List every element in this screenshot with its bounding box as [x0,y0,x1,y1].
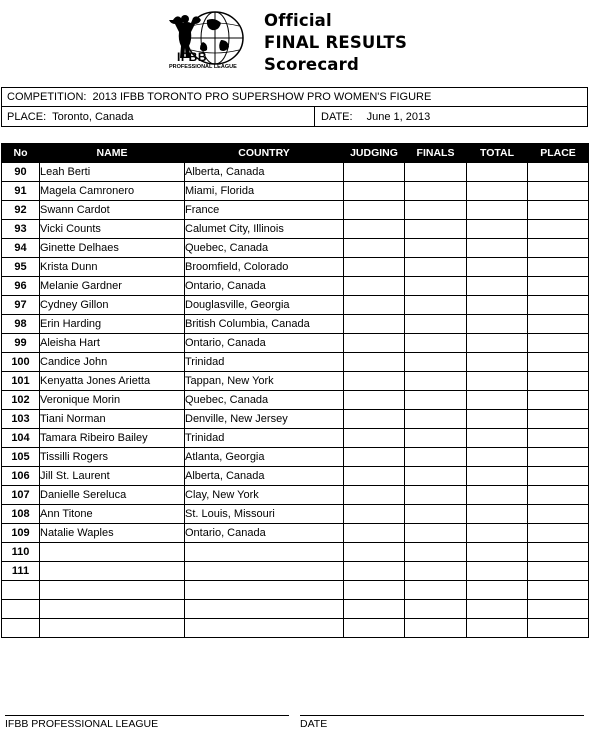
total-score [467,277,528,296]
athlete-name: Vicki Counts [40,220,185,239]
athlete-name: Leah Berti [40,163,185,182]
finals-score [405,334,467,353]
header-no: No [2,144,40,163]
place-label: PLACE: [7,110,47,123]
table-header-row [2,144,589,163]
entry-number [2,619,40,638]
entry-number [2,581,40,600]
athlete-name [40,619,185,638]
place-cell [528,353,589,372]
finals-score [405,486,467,505]
place-cell [528,486,589,505]
header-judging: JUDGING [344,144,405,163]
total-score [467,619,528,638]
athlete-name [40,581,185,600]
table-row [2,372,589,391]
total-score [467,524,528,543]
athlete-country: France [185,201,344,220]
finals-score [405,239,467,258]
athlete-country: Alberta, Canada [185,163,344,182]
total-score [467,581,528,600]
page-title [264,10,407,76]
finals-score [405,220,467,239]
place-cell [528,619,589,638]
finals-score [405,505,467,524]
finals-score [405,315,467,334]
competition-value: 2013 IFBB TORONTO PRO SUPERSHOW PRO WOMEN'S FIGURE [92,91,432,103]
athlete-name [40,543,185,562]
table-row [2,524,589,543]
place-cell [528,448,589,467]
place-cell [528,220,589,239]
table-row [2,258,589,277]
title-line-3: Scorecard [264,55,359,74]
results-body [2,163,589,638]
total-score [467,429,528,448]
judging-score [344,486,405,505]
athlete-name: Natalie Waples [40,524,185,543]
entry-number: 92 [2,201,40,220]
judging-score [344,220,405,239]
footer-right-label: DATE [300,718,328,730]
athlete-name: Aleisha Hart [40,334,185,353]
finals-score [405,410,467,429]
total-score [467,486,528,505]
finals-score [405,524,467,543]
competition-row [2,88,587,107]
finals-score [405,619,467,638]
judging-score [344,524,405,543]
total-score [467,600,528,619]
title-line-2: FINAL RESULTS [264,33,408,52]
judging-score [344,334,405,353]
place-cell [528,258,589,277]
total-score [467,163,528,182]
judging-score [344,315,405,334]
athlete-country: Denville, New Jersey [185,410,344,429]
athlete-name: Magela Camronero [40,182,185,201]
table-row [2,448,589,467]
finals-score [405,201,467,220]
finals-score [405,581,467,600]
entry-number: 102 [2,391,40,410]
athlete-country: Miami, Florida [185,182,344,201]
finals-score [405,448,467,467]
table-row [2,619,589,638]
total-score [467,372,528,391]
judging-score [344,163,405,182]
athlete-name: Veronique Morin [40,391,185,410]
total-score [467,201,528,220]
finals-score [405,429,467,448]
judging-score [344,600,405,619]
table-row [2,562,589,581]
athlete-country: Trinidad [185,353,344,372]
table-row [2,182,589,201]
judging-score [344,619,405,638]
table-row [2,505,589,524]
header-total: TOTAL [467,144,528,163]
athlete-name: Ginette Delhaes [40,239,185,258]
entry-number: 107 [2,486,40,505]
total-score [467,543,528,562]
entry-number: 91 [2,182,40,201]
total-score [467,391,528,410]
place-cell [528,581,589,600]
total-score [467,182,528,201]
athlete-country [185,619,344,638]
place-cell [528,410,589,429]
judging-score [344,372,405,391]
judging-score [344,410,405,429]
table-row [2,429,589,448]
athlete-country: Ontario, Canada [185,277,344,296]
table-row [2,581,589,600]
table-row [2,543,589,562]
athlete-country: Broomfield, Colorado [185,258,344,277]
place-cell [528,182,589,201]
athlete-name: Erin Harding [40,315,185,334]
entry-number: 111 [2,562,40,581]
judging-score [344,467,405,486]
table-row [2,296,589,315]
entry-number: 104 [2,429,40,448]
finals-score [405,562,467,581]
athlete-country: Calumet City, Illinois [185,220,344,239]
place-cell [528,600,589,619]
place-cell [528,543,589,562]
judging-score [344,239,405,258]
table-row [2,163,589,182]
entry-number [2,600,40,619]
judging-score [344,581,405,600]
entry-number: 93 [2,220,40,239]
finals-score [405,391,467,410]
header-country: COUNTRY [185,144,344,163]
athlete-country: Trinidad [185,429,344,448]
athlete-name [40,562,185,581]
entry-number: 95 [2,258,40,277]
finals-score [405,543,467,562]
table-row [2,410,589,429]
logo-subtext: PROFESSIONAL LEAGUE [169,64,237,70]
place-cell [528,296,589,315]
finals-score [405,182,467,201]
place-cell [528,334,589,353]
athlete-country [185,562,344,581]
competition-label: COMPETITION: [7,91,87,103]
total-score [467,315,528,334]
total-score [467,353,528,372]
place-value: Toronto, Canada [52,110,134,123]
athlete-name: Tiani Norman [40,410,185,429]
table-row [2,486,589,505]
entry-number: 90 [2,163,40,182]
table-row [2,353,589,372]
entry-number: 97 [2,296,40,315]
table-row [2,277,589,296]
athlete-name: Swann Cardot [40,201,185,220]
place-cell [528,163,589,182]
place-cell [528,429,589,448]
place-cell [528,467,589,486]
header-name: NAME [40,144,185,163]
total-score [467,258,528,277]
athlete-country: Douglasville, Georgia [185,296,344,315]
athlete-country: Quebec, Canada [185,391,344,410]
entry-number: 109 [2,524,40,543]
entry-number: 105 [2,448,40,467]
entry-number: 94 [2,239,40,258]
finals-score [405,163,467,182]
total-score [467,562,528,581]
finals-score [405,353,467,372]
place-cell [528,315,589,334]
total-score [467,239,528,258]
athlete-country: Clay, New York [185,486,344,505]
table-row [2,201,589,220]
signature-line-date [300,715,584,730]
table-row [2,315,589,334]
athlete-country: Ontario, Canada [185,524,344,543]
entry-number: 106 [2,467,40,486]
athlete-country [185,600,344,619]
total-score [467,505,528,524]
judging-score [344,429,405,448]
entry-number: 101 [2,372,40,391]
table-row [2,391,589,410]
finals-score [405,600,467,619]
table-row [2,220,589,239]
competition-info-box [1,87,588,127]
athlete-country: British Columbia, Canada [185,315,344,334]
athlete-country: Ontario, Canada [185,334,344,353]
total-score [467,220,528,239]
entry-number: 99 [2,334,40,353]
finals-score [405,372,467,391]
total-score [467,334,528,353]
table-row [2,239,589,258]
entry-number: 98 [2,315,40,334]
table-row [2,600,589,619]
finals-score [405,467,467,486]
total-score [467,448,528,467]
athlete-name [40,600,185,619]
entry-number: 96 [2,277,40,296]
athlete-name: Kenyatta Jones Arietta [40,372,185,391]
header-place: PLACE [528,144,589,163]
total-score [467,467,528,486]
place-cell [528,505,589,524]
athlete-country: Quebec, Canada [185,239,344,258]
judging-score [344,562,405,581]
judging-score [344,391,405,410]
signature-line-league [5,715,289,730]
athlete-country: St. Louis, Missouri [185,505,344,524]
place-cell [528,391,589,410]
finals-score [405,277,467,296]
judging-score [344,277,405,296]
table-row [2,467,589,486]
athlete-name: Candice John [40,353,185,372]
athlete-name: Jill St. Laurent [40,467,185,486]
results-table [1,143,589,638]
title-line-1: Official [264,11,332,30]
judging-score [344,296,405,315]
place-cell [528,562,589,581]
judging-score [344,258,405,277]
entry-number: 110 [2,543,40,562]
date-value: June 1, 2013 [366,110,431,123]
judging-score [344,448,405,467]
place-cell [528,277,589,296]
place-cell [528,524,589,543]
finals-score [405,296,467,315]
athlete-country [185,543,344,562]
header-finals: FINALS [405,144,467,163]
place-cell [528,372,589,391]
table-row [2,334,589,353]
logo-text: IFBB [177,50,207,64]
entry-number: 108 [2,505,40,524]
date-cell [315,107,587,126]
athlete-name: Krista Dunn [40,258,185,277]
judging-score [344,182,405,201]
athlete-country [185,581,344,600]
judging-score [344,543,405,562]
entry-number: 103 [2,410,40,429]
judging-score [344,201,405,220]
athlete-country: Alberta, Canada [185,467,344,486]
ifbb-logo [163,10,255,74]
athlete-country: Tappan, New York [185,372,344,391]
athlete-name: Tamara Ribeiro Bailey [40,429,185,448]
place-cell [528,239,589,258]
finals-score [405,258,467,277]
judging-score [344,505,405,524]
total-score [467,296,528,315]
footer-left-label: IFBB PROFESSIONAL LEAGUE [5,718,159,730]
athlete-name: Danielle Sereluca [40,486,185,505]
entry-number: 100 [2,353,40,372]
place-cell [2,107,315,126]
athlete-name: Tissilli Rogers [40,448,185,467]
athlete-country: Atlanta, Georgia [185,448,344,467]
judging-score [344,353,405,372]
athlete-name: Melanie Gardner [40,277,185,296]
date-label: DATE: [321,110,353,123]
athlete-name: Ann Titone [40,505,185,524]
place-cell [528,201,589,220]
athlete-name: Cydney Gillon [40,296,185,315]
total-score [467,410,528,429]
